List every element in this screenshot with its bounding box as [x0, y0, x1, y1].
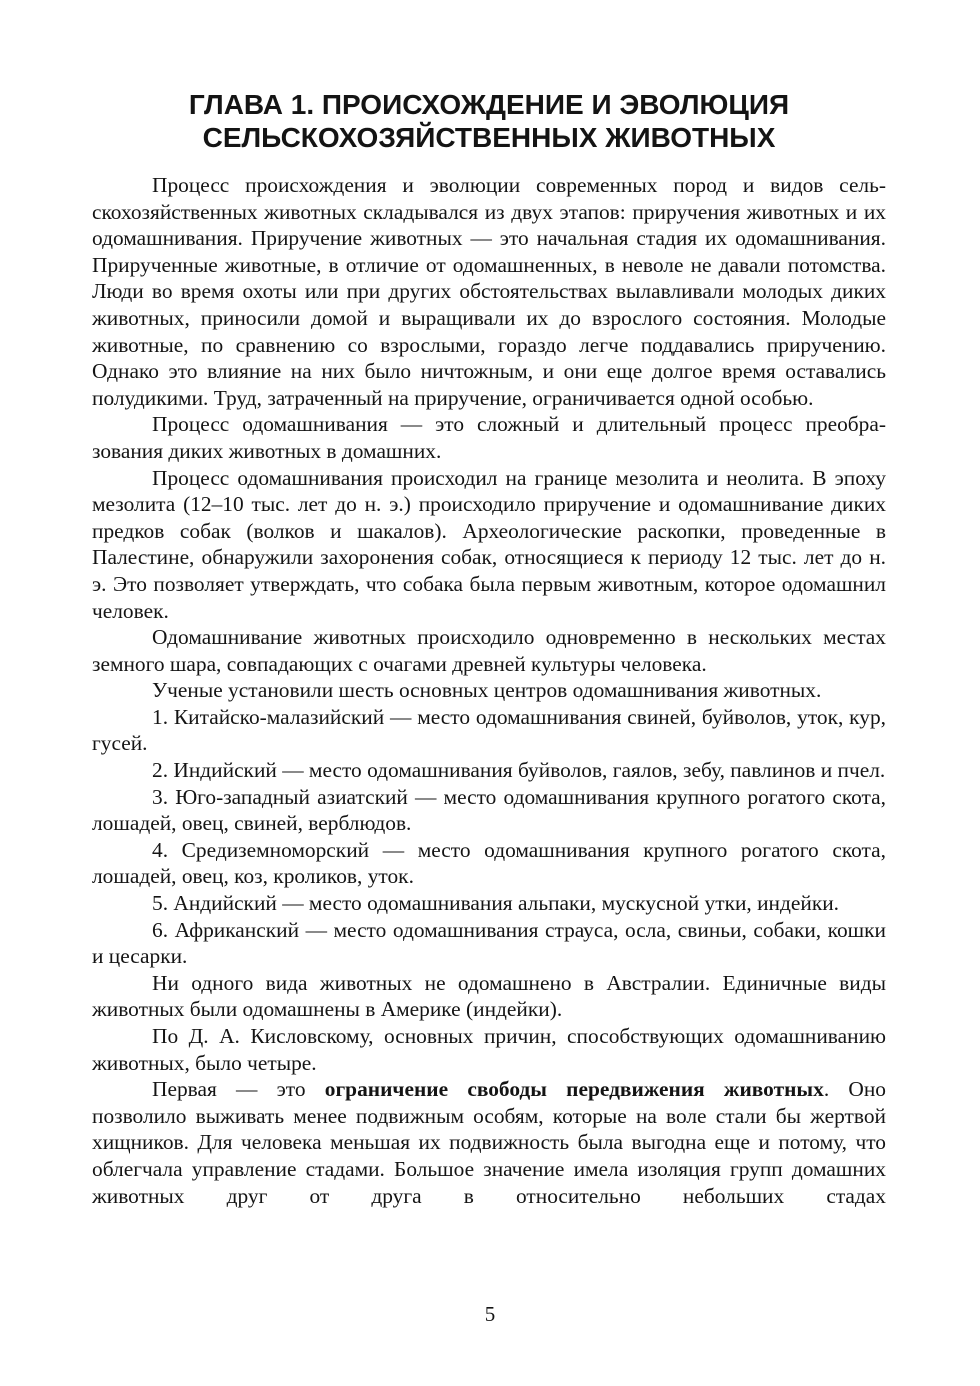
chapter-title-line-2: СЕЛЬСКОХОЗЯЙСТВЕННЫХ ЖИВОТНЫХ — [202, 122, 776, 153]
paragraph-mesolithic: Процесс одомашнивания происходил на границе мезолита и неолита. В эпоху мезолита (12–10 тыс. лет до н. э.) происходило приручение и одомашнивание диких предков собак (волков и шакалов). Археологические раскопки, проведенные в Палестине, обнаружили захоронения собак, относящиеся к периоду 12 тыс. лет до н. э. Это позволяет утверждать, что собака была первым животным, которое одомашнил человек. — [92, 465, 886, 623]
first-reason-emphasis: ограничение свободы передвижения животных — [324, 1077, 824, 1102]
paragraph-domestication-definition: Процесс одомашнивания — это сложный и длительный процесс преобразования диких животных в домашних. — [92, 412, 886, 463]
page-number: 5 — [484, 1302, 496, 1326]
list-item-center-5: 5. Андийский — место одомашнивания альпаки, мускусной утки, индейки. — [152, 891, 840, 916]
list-item-center-2: 2. Индийский — место одомашнивания буйволов, гаялов, зебу, павлинов и пчел. — [152, 758, 886, 783]
list-item-center-1: 1. Китайско-малазийский — место одомашнивания свиней, буйволов, уток, кур, гусей. — [92, 704, 886, 756]
list-item-center-3: 3. Юго-западный азиатский — место одомашнивания крупного рогатого скота, лошадей, овец, свиней, верблюдов. — [92, 784, 886, 836]
paragraph-taming-intro: Процесс происхождения и эволюции современных пород и видов сельскохозяйственных животных складывался из двух этапов: приручения животных и их одомашнивания. Приручение животных — это начальная стадия их одомашнивания. Прирученные животные, в отличие от одомашненных, в неволе не давали потомства. Люди во время охоты или при других обстоятельствах вылавливали молодых диких животных, приносили домой и выращивали их до взрослого состояния. Молодые животные, по сравнению со взрослыми, гораздо легче поддавались приручению. Однако это влияние на них было ничтожным, и они еще долгое время оставались полудикими. Труд, затраченный на приручение, ограничивается одной особью. — [92, 173, 886, 410]
paragraph-six-centers: Ученые установили шесть основных центров одомашнивания животных. — [152, 678, 822, 703]
chapter-title-line-1: ГЛАВА 1. ПРОИСХОЖДЕНИЕ И ЭВОЛЮЦИЯ — [188, 89, 790, 120]
page — [92, 88, 886, 1209]
list-item-center-6: 6. Африканский — место одомашнивания страуса, осла, свиньи, собаки, кошки и цесарки. — [92, 917, 886, 969]
chapter-title — [92, 88, 886, 154]
paragraph-kislovsky: По Д. А. Кисловскому, основных причин, способствующих одомашниванию животных, было четыре. — [92, 1024, 886, 1075]
paragraph-australia-america: Ни одного вида животных не одомашнено в Австралии. Единичные виды животных были одомашнены в Америке (индейки). — [92, 970, 886, 1022]
paragraph-first-reason — [92, 1076, 886, 1209]
body-text — [92, 172, 886, 1209]
paragraph-multiple-places: Одомашнивание животных происходило одновременно в нескольких местах земного шара, совпадающих с очагами древней культуры человека. — [92, 625, 886, 676]
list-item-center-4: 4. Средиземноморский — место одомашнивания крупного рогатого скота, лошадей, овец, коз, кроликов, уток. — [92, 837, 886, 889]
first-reason-rest: . Оно позволило выживать менее подвижным особям, которые на воле стали бы жертвой хищников. Для человека меньшая их подвижность была выгодна еще и потому, что облегчала управление стадами. Большое значение имела изоляция групп домашних животных друг от друга в относительно небольших стадах — [92, 1077, 886, 1208]
first-reason-lead: Первая — это — [152, 1077, 325, 1102]
